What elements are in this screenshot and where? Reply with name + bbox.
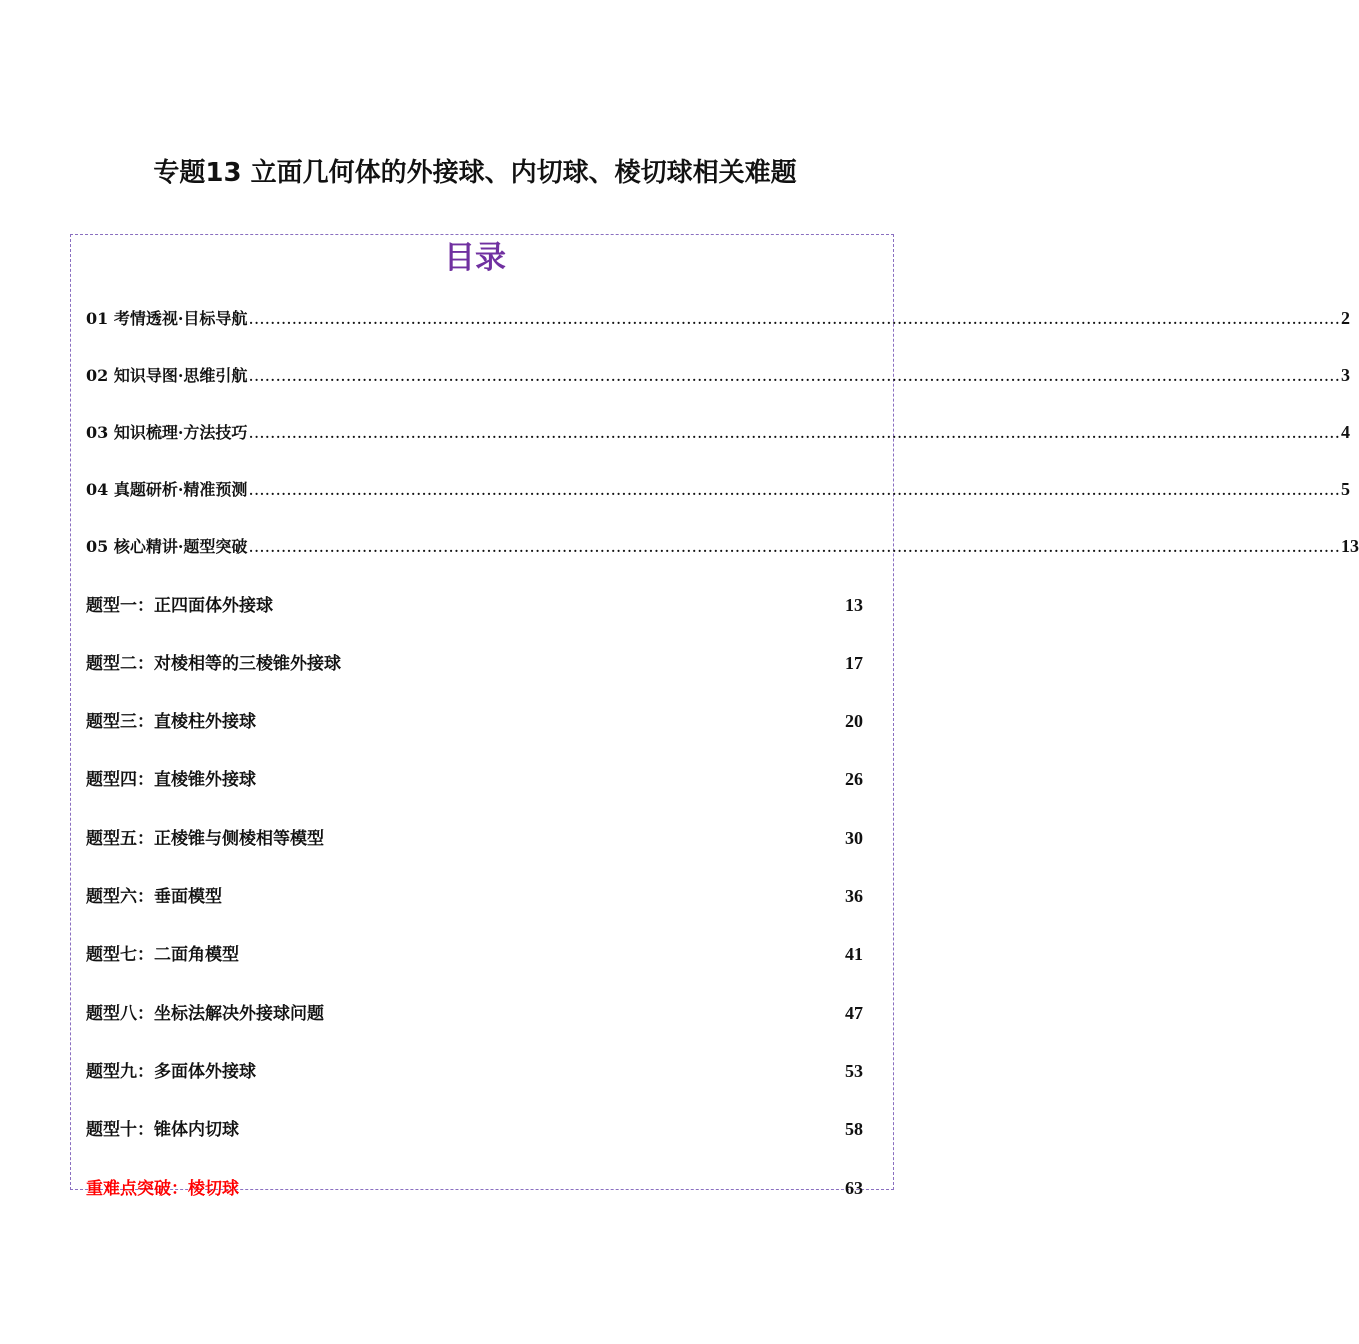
toc-entry-page: 2 bbox=[1341, 308, 1350, 328]
toc-type-9[interactable] bbox=[86, 1057, 863, 1081]
toc-entry-page: 63 bbox=[845, 1178, 863, 1198]
toc-entry-page: 58 bbox=[845, 1119, 863, 1139]
toc-entry-label: 01 考情透视·目标导航 bbox=[86, 309, 248, 328]
dot-leader: .......................................................................................................................................................................................................... bbox=[248, 480, 1340, 500]
toc-type-1[interactable] bbox=[86, 591, 863, 615]
toc-entry-label: 题型四：直棱锥外接球 bbox=[86, 770, 256, 790]
toc-entry-page: 36 bbox=[845, 886, 863, 906]
toc-entry-page: 41 bbox=[845, 944, 863, 964]
toc-type-3[interactable] bbox=[86, 707, 863, 731]
toc-entry-01[interactable] bbox=[86, 306, 1350, 330]
toc-entry-page: 3 bbox=[1341, 365, 1350, 385]
toc-entry-label: 题型七：二面角模型 bbox=[86, 945, 239, 965]
dot-leader: .......................................................................................................................................................................................................... bbox=[248, 423, 1340, 443]
toc-type-8[interactable] bbox=[86, 999, 863, 1023]
toc-type-5[interactable] bbox=[86, 824, 863, 848]
toc-entry-05[interactable] bbox=[86, 534, 1359, 558]
toc-entry-04[interactable] bbox=[86, 477, 1350, 501]
toc-type-7[interactable] bbox=[86, 940, 863, 964]
toc-entry-page: 20 bbox=[845, 711, 863, 731]
toc-entry-label: 题型九：多面体外接球 bbox=[86, 1062, 256, 1082]
dot-leader: .......................................................................................................................................................................................................... bbox=[248, 537, 1340, 557]
document-title: 专题13 立面几何体的外接球、内切球、棱切球相关难题 bbox=[153, 158, 797, 188]
toc-entry-02[interactable] bbox=[86, 363, 1350, 387]
dot-leader: .......................................................................................................................................................................................................... bbox=[248, 366, 1340, 386]
toc-entry-label: 题型五：正棱锥与侧棱相等模型 bbox=[86, 829, 324, 849]
toc-entry-label: 题型三：直棱柱外接球 bbox=[86, 712, 256, 732]
toc-entry-label: 题型二：对棱相等的三棱锥外接球 bbox=[86, 654, 341, 674]
toc-type-highlight[interactable] bbox=[86, 1174, 863, 1198]
toc-entry-label: 重难点突破：棱切球 bbox=[86, 1179, 239, 1199]
toc-entry-03[interactable] bbox=[86, 420, 1350, 444]
toc-type-10[interactable] bbox=[86, 1115, 863, 1139]
toc-type-2[interactable] bbox=[86, 649, 863, 673]
toc-entry-page: 30 bbox=[845, 828, 863, 848]
toc-entry-page: 17 bbox=[845, 653, 863, 673]
toc-heading: 目录 bbox=[444, 240, 506, 276]
toc-entry-label: 题型一：正四面体外接球 bbox=[86, 596, 273, 616]
toc-type-6[interactable] bbox=[86, 882, 863, 906]
toc-entry-label: 题型十：锥体内切球 bbox=[86, 1120, 239, 1140]
toc-entry-page: 4 bbox=[1341, 422, 1350, 442]
toc-entry-label: 题型六：垂面模型 bbox=[86, 887, 222, 907]
toc-entry-label: 04 真题研析·精准预测 bbox=[86, 480, 248, 499]
toc-type-4[interactable] bbox=[86, 765, 863, 789]
toc-entry-page: 5 bbox=[1341, 479, 1350, 499]
toc-entry-page: 13 bbox=[845, 595, 863, 615]
toc-entry-page: 53 bbox=[845, 1061, 863, 1081]
dot-leader: .......................................................................................................................................................................................................... bbox=[248, 309, 1340, 329]
toc-entry-page: 13 bbox=[1341, 536, 1359, 556]
toc-entry-page: 47 bbox=[845, 1003, 863, 1023]
toc-entry-label: 05 核心精讲·题型突破 bbox=[86, 537, 248, 556]
toc-entry-page: 26 bbox=[845, 769, 863, 789]
toc-entry-label: 02 知识导图·思维引航 bbox=[86, 366, 248, 385]
toc-entry-label: 03 知识梳理·方法技巧 bbox=[86, 423, 248, 442]
toc-entry-label: 题型八：坐标法解决外接球问题 bbox=[86, 1004, 324, 1024]
